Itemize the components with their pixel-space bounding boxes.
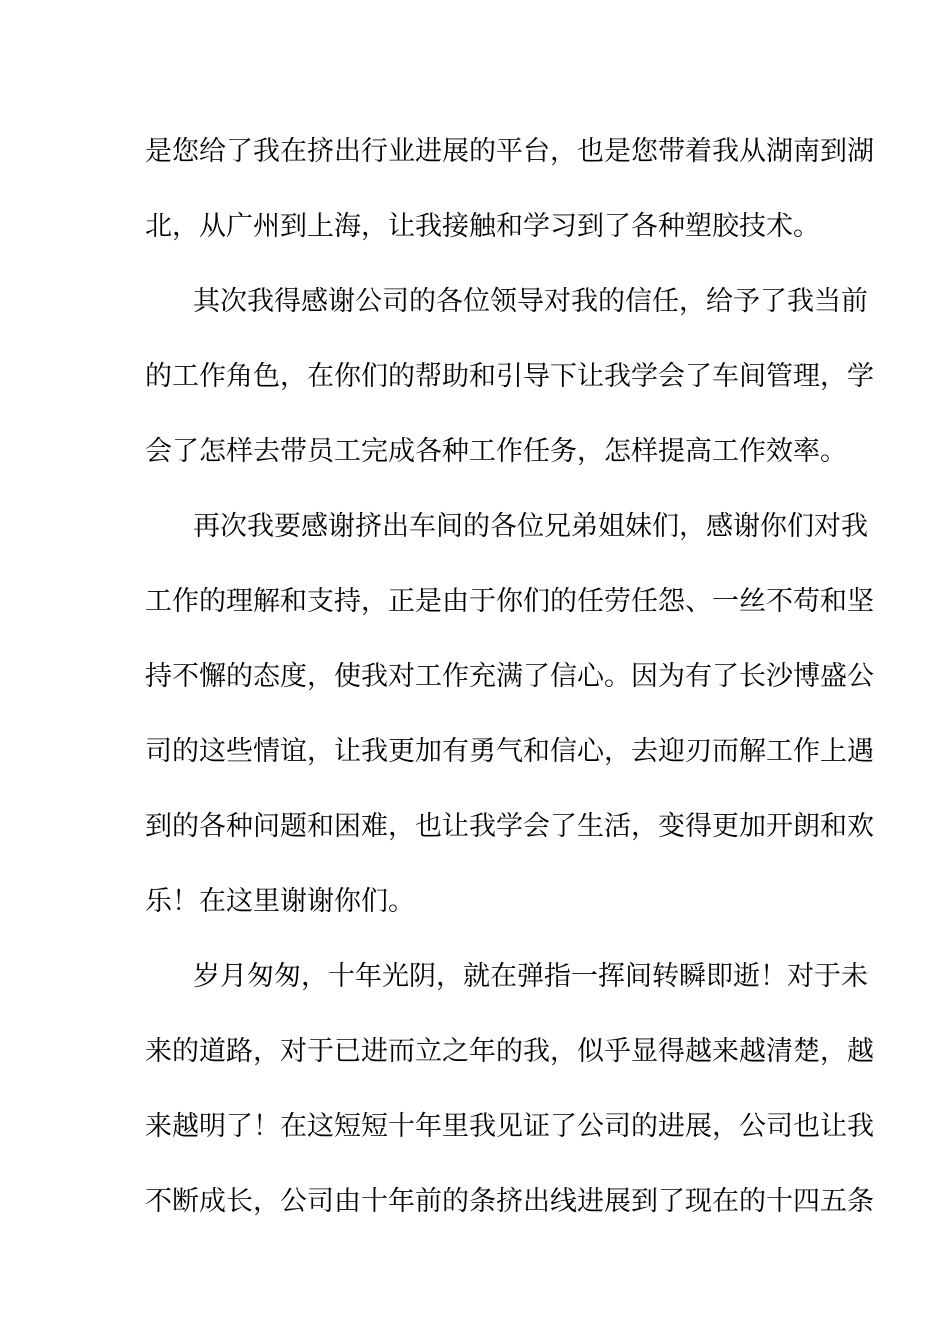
text-line-1: 是您给了我在挤出行业进展的平台，也是您带着我从湖南到湖 (145, 136, 874, 167)
paragraph-2-line-2: 的工作角色，在你们的帮助和引导下让我学会了车间管理，学 (145, 361, 874, 392)
paragraph-3-line-5: 到的各种问题和困难，也让我学会了生活，变得更加开朗和欢 (145, 811, 874, 842)
paragraph-2-line-1: 其次我得感谢公司的各位领导对我的信任，给予了我当前 (193, 286, 868, 317)
text-line-2: 北，从广州到上海，让我接触和学习到了各种塑胶技术。 (145, 211, 820, 242)
paragraph-4-line-2: 来的道路，对于已进而立之年的我，似乎显得越来越清楚，越 (145, 1036, 874, 1067)
paragraph-2-line-3: 会了怎样去带员工完成各种工作任务，怎样提高工作效率。 (145, 436, 847, 467)
paragraph-3-line-3: 持不懈的态度，使我对工作充满了信心。因为有了长沙博盛公 (145, 661, 874, 692)
paragraph-3-line-6: 乐！在这里谢谢你们。 (145, 886, 415, 917)
paragraph-4-line-3: 来越明了！在这短短十年里我见证了公司的进展，公司也让我 (145, 1111, 874, 1142)
paragraph-3-line-4: 司的这些情谊，让我更加有勇气和信心，去迎刃而解工作上遇 (145, 736, 874, 767)
paragraph-4-line-4: 不断成长，公司由十年前的条挤出线进展到了现在的十四五条 (145, 1186, 874, 1217)
paragraph-3-line-1: 再次我要感谢挤出车间的各位兄弟姐妹们，感谢你们对我 (193, 511, 868, 542)
paragraph-3-line-2: 工作的理解和支持，正是由于你们的任劳任怨、一丝不苟和坚 (145, 586, 874, 617)
paragraph-4-line-1: 岁月匆匆，十年光阴，就在弹指一挥间转瞬即逝！对于未 (193, 961, 868, 992)
